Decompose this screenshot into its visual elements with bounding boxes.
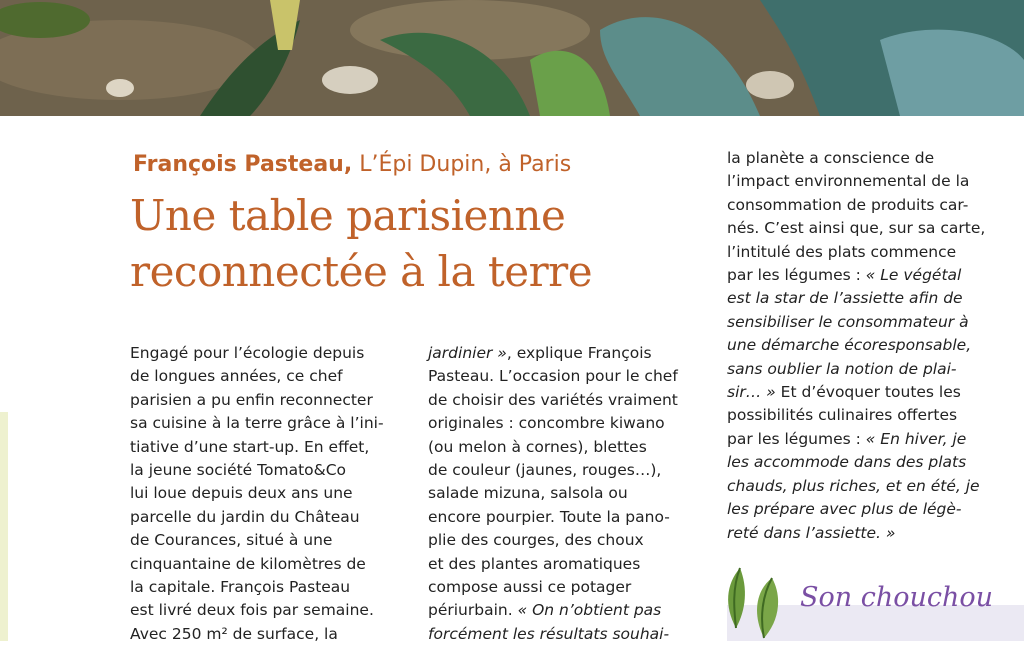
title-line: Une table parisienne (130, 191, 566, 240)
text-line: lui loue depuis deux ans une (130, 484, 353, 503)
text-line (727, 522, 1012, 545)
text-line: (ou melon à cornes), blettes (428, 437, 647, 456)
text-line (428, 623, 713, 646)
text-fragment: par les légumes : (727, 266, 866, 285)
text-column-2 (428, 342, 713, 646)
quote-text: est la star de l’assiette afin de (727, 289, 963, 308)
quote-text: forcément les résultats souhai- (428, 624, 670, 643)
text-line: cinquantaine de kilomètres de (130, 554, 366, 573)
text-line: de choisir des variétés vraiment (428, 390, 678, 409)
text-line: de Courances, situé à une (130, 531, 333, 550)
quote-text: chauds, plus riches, et en été, je (727, 476, 980, 495)
text-line (727, 311, 1012, 334)
vegetable-garden-image (0, 0, 1024, 116)
quote-text: jardinier » (428, 344, 507, 362)
text-line: compose aussi ce potager (428, 578, 632, 597)
text-column-3 (727, 147, 1012, 545)
text-line (428, 599, 713, 622)
chef-name: François Pasteau, (133, 152, 353, 177)
text-line (727, 334, 1012, 357)
quote-text: sensibiliser le consommateur à (727, 312, 969, 331)
decorative-side-bar (0, 412, 8, 641)
text-line: consommation de produits car- (727, 195, 969, 214)
text-line: et des plantes aromatiques (428, 554, 641, 573)
text-line (727, 498, 1012, 521)
text-line: la planète a conscience de (727, 149, 935, 167)
quote-text: les prépare avec plus de légè- (727, 500, 962, 519)
text-line: tiative d’une start-up. En effet, (130, 437, 370, 456)
text-line: la jeune société Tomato&Co (130, 461, 347, 480)
article-subtitle (133, 152, 571, 177)
title-line: reconnectée à la terre (130, 247, 593, 296)
text-line (727, 264, 1012, 287)
text-line (727, 428, 1012, 451)
restaurant-location: L’Épi Dupin, à Paris (352, 152, 572, 177)
text-line (727, 358, 1012, 381)
quote-text: « Le végétal (865, 266, 962, 285)
text-line: salade mizuna, salsola ou (428, 484, 628, 503)
text-line: est livré deux fois par semaine. (130, 601, 374, 620)
text-line: l’impact environnemental de la (727, 172, 970, 191)
quote-text: les accommode dans des plats (727, 453, 967, 472)
text-line: parisien a pu enfin reconnecter (130, 390, 373, 409)
quote-text: reté dans l’assiette. » (727, 523, 896, 542)
text-fragment: Et d’évoquer toutes les (775, 383, 961, 402)
quote-text: « On n’obtient pas (517, 601, 662, 620)
box-title: Son chouchou (800, 582, 994, 613)
text-line: Pasteau. L’occasion pour le chef (428, 367, 678, 386)
text-fragment: par les légumes : (727, 429, 866, 448)
text-line: la capitale. François Pasteau (130, 578, 351, 597)
header-photo (0, 0, 1024, 116)
text-line: Avec 250 m² de surface, la (130, 624, 338, 643)
quote-text: « En hiver, je (865, 429, 967, 448)
text-line: sa cuisine à la terre grâce à l’ini- (130, 414, 384, 433)
text-line (727, 381, 1012, 404)
text-fragment: périurbain. (428, 601, 518, 620)
quote-text: une démarche écoresponsable, (727, 336, 972, 355)
text-line: Engagé pour l’écologie depuis (130, 344, 365, 362)
text-line (727, 287, 1012, 310)
text-line: de couleur (jaunes, rouges…), (428, 461, 662, 480)
text-line (428, 342, 713, 365)
text-line: possibilités culinaires offertes (727, 406, 958, 425)
text-line (727, 451, 1012, 474)
text-line: originales : concombre kiwano (428, 414, 665, 433)
text-line: plie des courges, des choux (428, 531, 644, 550)
text-line: nés. C’est ainsi que, sur sa carte, (727, 219, 986, 238)
article-title (130, 188, 592, 300)
quote-text: sans oublier la notion de plai- (727, 359, 957, 378)
text-fragment: , explique François (506, 344, 652, 362)
text-line: parcelle du jardin du Château (130, 507, 360, 526)
text-column-1 (130, 342, 415, 646)
text-line: encore pourpier. Toute la pano- (428, 507, 670, 526)
text-line: de longues années, ce chef (130, 367, 343, 386)
text-line: l’intitulé des plats commence (727, 242, 957, 261)
text-line (727, 475, 1012, 498)
leaf-icon (722, 566, 796, 641)
quote-text: sir… » (727, 383, 776, 402)
